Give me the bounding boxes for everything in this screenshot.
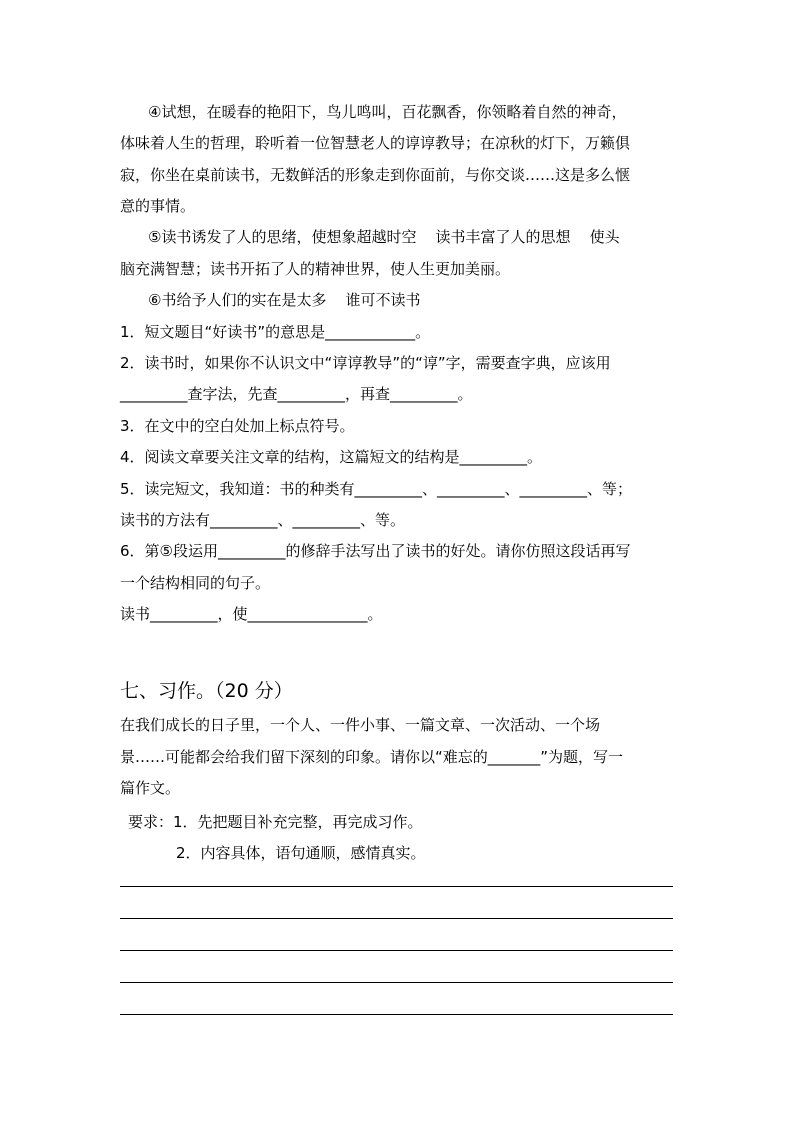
question-2-line-1: 2．读书时，如果你不认识文中“谆谆教导”的“谆”字，需要查字典，应该用 [120,354,611,372]
question-3: 3．在文中的空白处加上标点符号。 [120,417,355,435]
passage-p4-line-4: 意的事情。 [120,197,196,215]
writing-line[interactable] [120,950,673,951]
question-6-line-2: 一个结构相同的句子。 [120,574,271,592]
writing-line[interactable] [120,918,673,919]
passage-p4-line-3: 寂，你坐在桌前读书，无数鲜活的形象走到你面前，与你交谈……这是多么惬 [120,166,631,184]
passage-p4-line-1: ④试想，在暖春的艳阳下，鸟儿鸣叫，百花飘香，你领略着自然的神奇， [148,103,627,121]
composition-prompt-line-2: 景……可能都会给我们留下深刻的印象。请你以“难忘的_______”为题，写一 [120,748,624,766]
writing-line[interactable] [120,982,673,983]
composition-prompt-line-1: 在我们成长的日子里，一个人、一件小事、一篇文章、一次活动、一个场 [120,716,601,734]
composition-prompt-line-3: 篇作文。 [120,779,181,797]
writing-line[interactable] [120,886,673,887]
question-6-line-1: 6．第⑤段运用_________的修辞手法写出了读书的好处。请你仿照这段话再写 [120,542,631,560]
question-5-line-2: 读书的方法有_________、_________、等。 [120,511,406,529]
question-2-line-2: _________查字法，先查_________，再查_________。 [120,385,473,403]
passage-p5-line-2: 脑充满智慧；读书开拓了人的精神世界，使人生更加美丽。 [120,260,511,278]
question-4: 4．阅读文章要关注文章的结构，这篇短文的结构是_________。 [120,448,543,466]
passage-p6: ⑥书给予人们的实在是太多 谁可不读书 [148,291,421,309]
passage-p5-line-1: ⑤读书诱发了人的思绪，使想象超越时空 读书丰富了人的思想 使头 [148,228,620,246]
question-1: 1．短文题目“好读书”的意思是____________。 [120,323,431,341]
question-5-line-1: 5．读完短文，我知道：书的种类有_________、_________、_________、等； [120,480,633,498]
writing-line[interactable] [120,1014,673,1015]
composition-requirement-1: 要求：1．先把题目补充完整，再完成习作。 [128,813,423,831]
question-6-line-3: 读书_________，使________________。 [120,605,383,623]
composition-title: 七、习作。（20 分） [120,680,293,702]
passage-p4-line-2: 体味着人生的哲理，聆听着一位智慧老人的谆谆教导；在凉秋的灯下，万籁俱 [120,134,631,152]
composition-requirement-2: 2．内容具体，语句通顺，感情真实。 [176,844,426,862]
